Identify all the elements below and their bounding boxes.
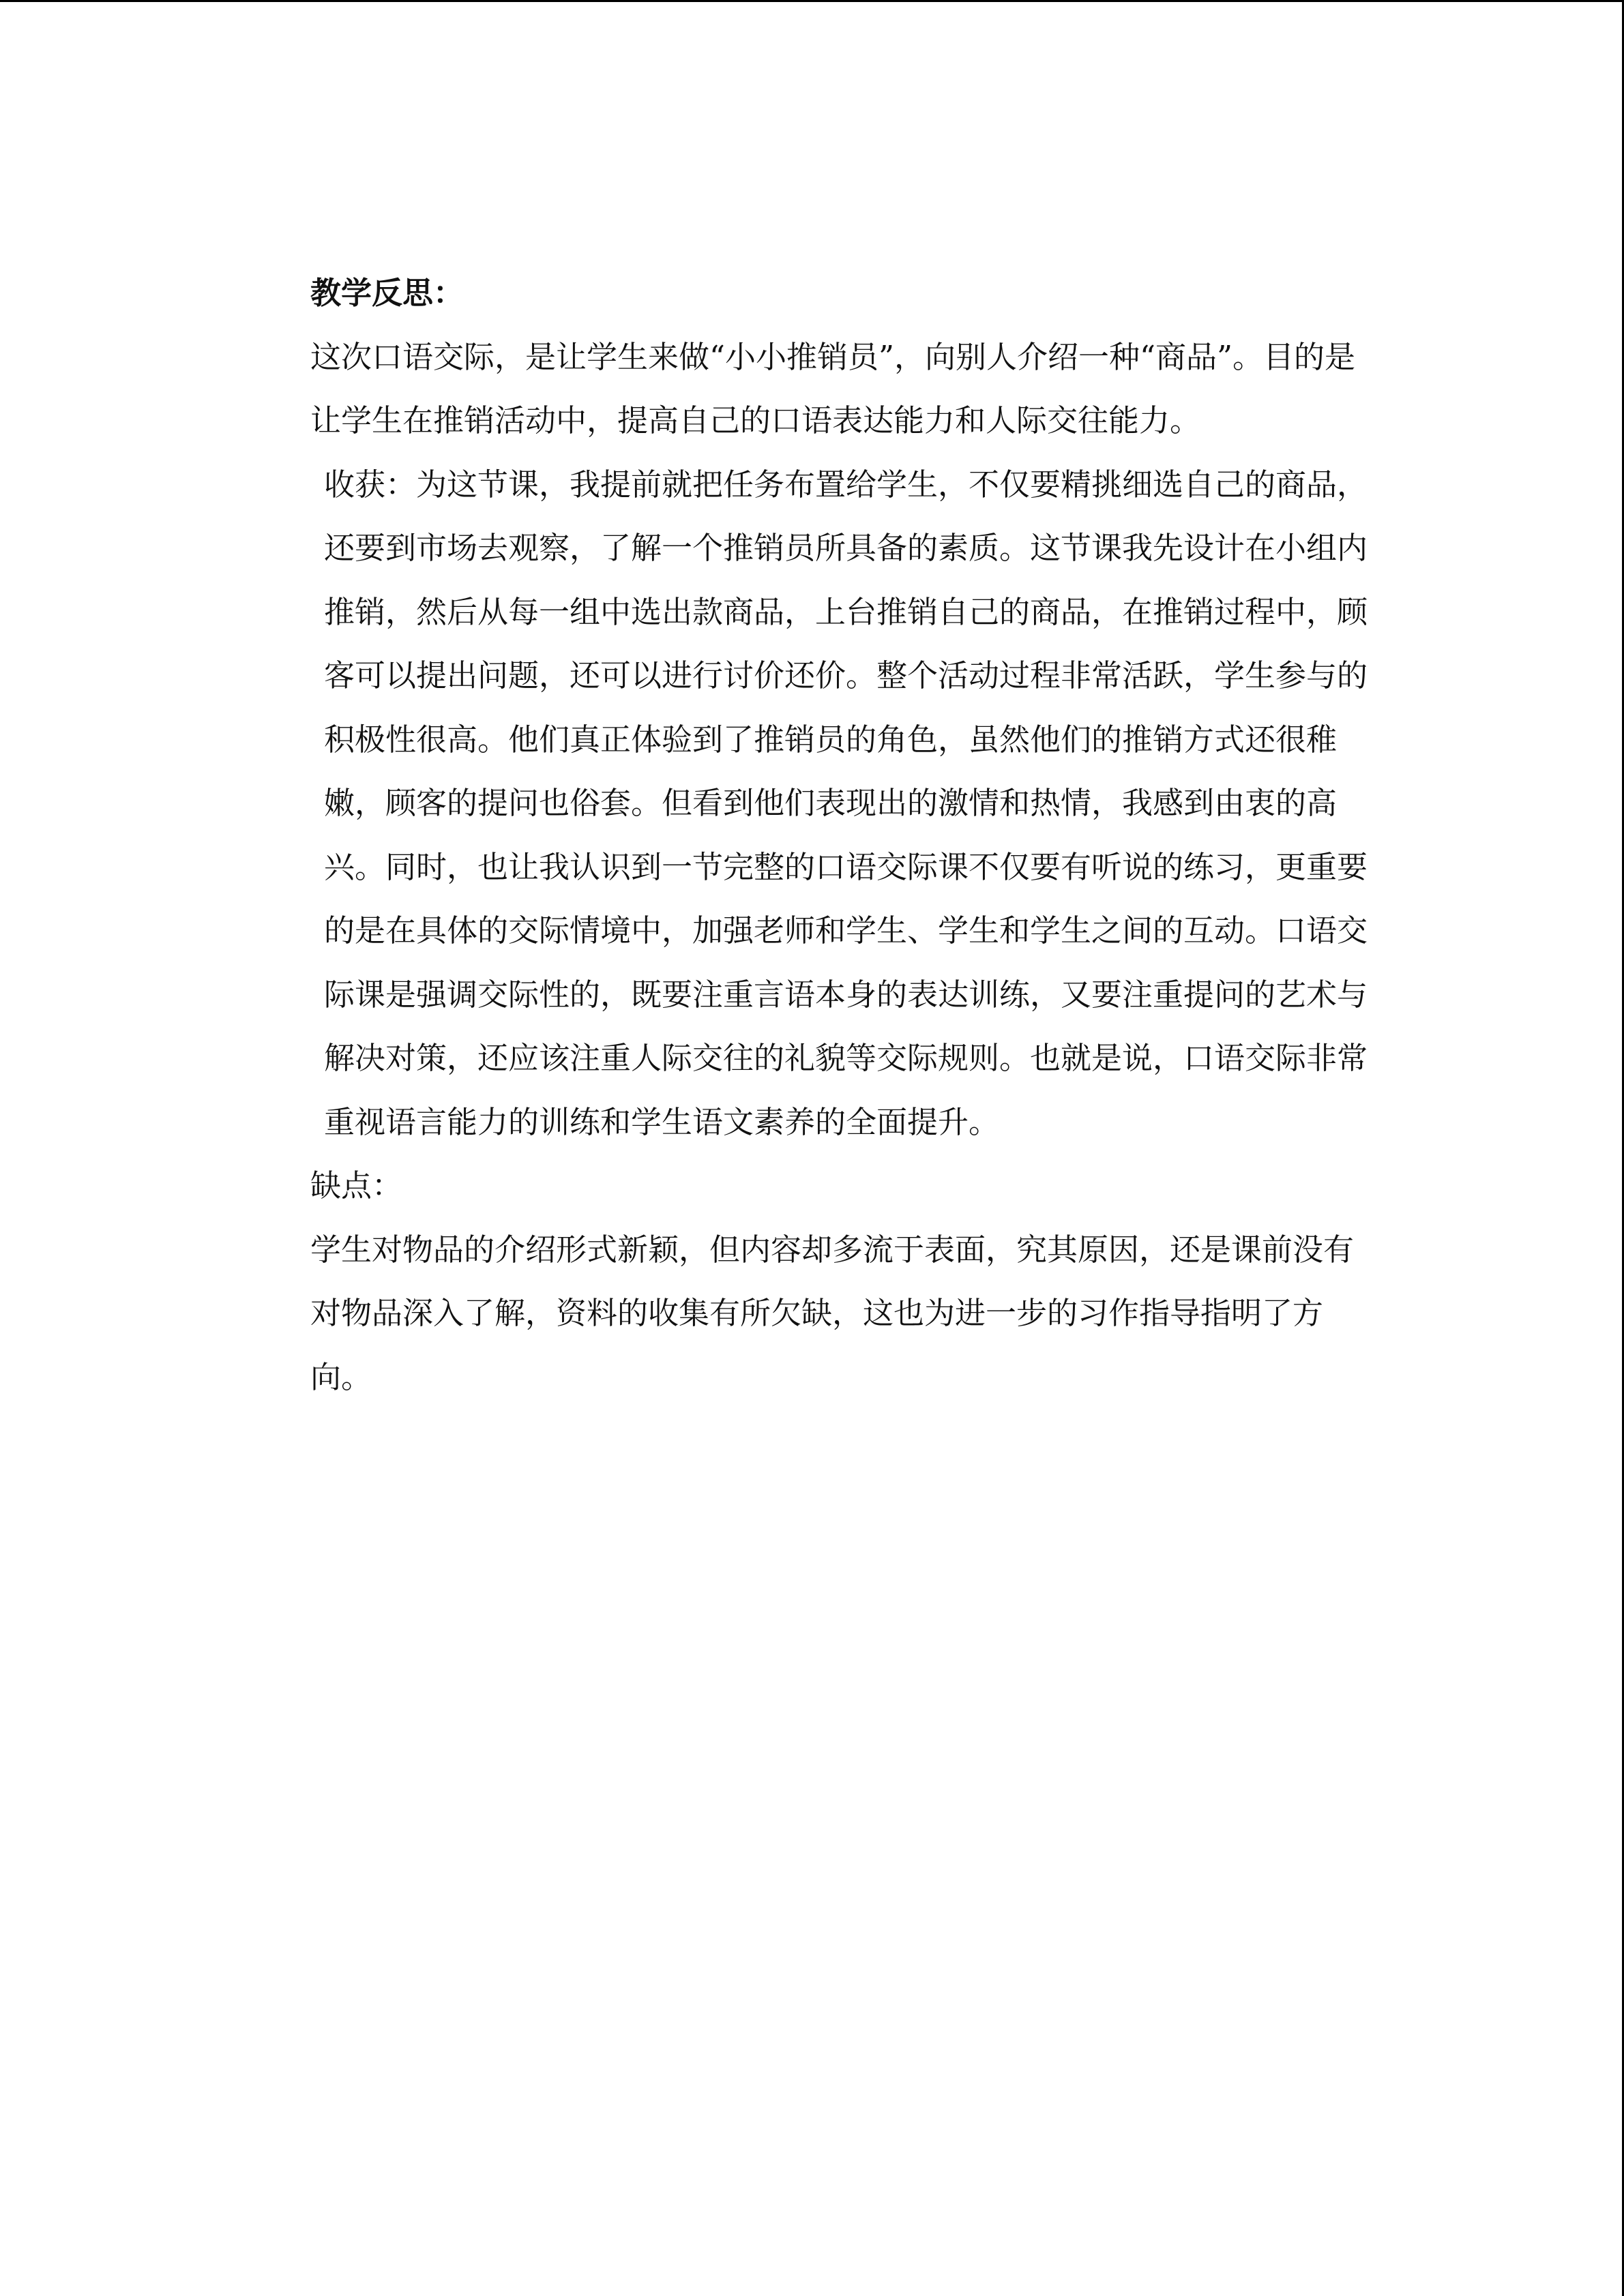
shortcomings-paragraph: 学生对物品的介绍形式新颖，但内容却多流于表面，究其原因，还是课前没有对物品深入了解，资料的收集有所欠缺，这也为进一步的习作指导指明了方向。	[310, 1231, 1355, 1395]
page-border-top	[0, 0, 1624, 2]
intro-paragraph: 这次口语交际，是让学生来做“小小推销员”，向别人介绍一种“商品”。目的是让学生在推销活动中，提高自己的口语表达能力和人际交往能力。	[310, 338, 1356, 438]
reflection-heading: 教学反思：	[310, 275, 464, 311]
shortcomings-heading: 缺点：	[310, 1167, 403, 1204]
gains-paragraph: 收获：为这节课，我提前就把任务布置给学生，不仅要精挑细选自己的商品，还要到市场去观察，了解一个推销员所具备的素质。这节课我先设计在小组内推销，然后从每一组中选出款商品，上台推销自己的商品，在推销过程中，顾客可以提出问题，还可以进行讨价还价。整个活动过程非常活跃，学生参与的积极性很高。他们真正体验到了推销员的角色，虽然他们的推销方式还很稚嫩，顾客的提问也俗套。但看到他们表现出的激情和热情，我感到由衷的高兴。同时，也让我认识到一节完整的口语交际课不仅要有听说的练习，更重要的是在具体的交际情境中，加强老师和学生、学生和学生之间的互动。口语交际课是强调交际性的，既要注重言语本身的表达训练，又要注重提问的艺术与解决对策，还应该注重人际交往的礼貌等交际规则。也就是说，口语交际非常重视语言能力的训练和学生语文素养的全面提升。	[324, 466, 1368, 1140]
document-body	[246, 261, 1371, 1409]
